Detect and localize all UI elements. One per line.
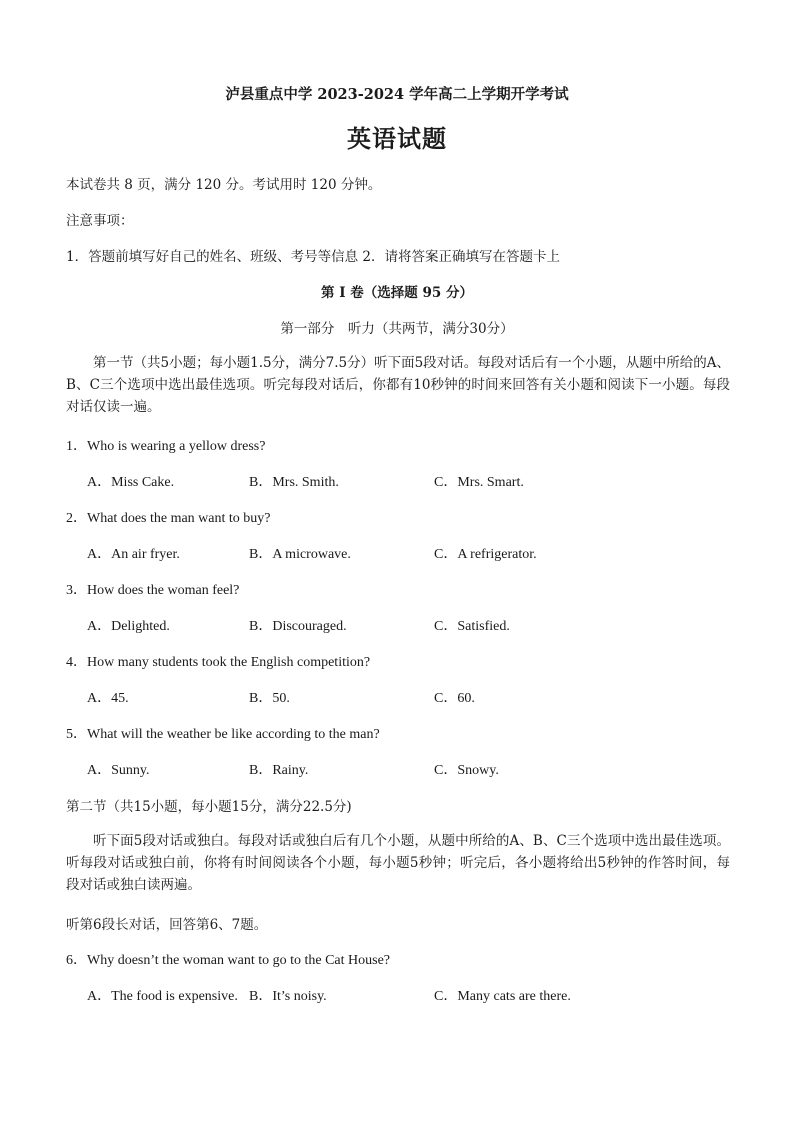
option-b: B．50. xyxy=(249,691,290,706)
option-a: A．Sunny. xyxy=(87,763,150,778)
exam-info: 本试卷共 8 页，满分 120 分。考试用时 120 分钟。 xyxy=(66,177,382,193)
school-title: 泸县重点中学 2023-2024 学年高二上学期开学考试 xyxy=(225,86,569,103)
question-stem: 3．How does the woman feel? xyxy=(66,583,240,598)
volume-title: 第 I 卷（选择题 95 分） xyxy=(321,285,473,301)
notice-label: 注意事项： xyxy=(66,213,134,229)
question-stem: 1．Who is wearing a yellow dress? xyxy=(66,439,266,454)
option-a: A．An air fryer. xyxy=(87,547,180,562)
option-b: B．Mrs. Smith. xyxy=(249,475,339,490)
option-a: A．The food is expensive. xyxy=(87,989,238,1004)
option-c: C．Mrs. Smart. xyxy=(434,475,524,490)
dialog6-intro: 听第6段长对话，回答第6、7题。 xyxy=(66,917,268,933)
part-title: 第一部分 听力（共两节，满分30分） xyxy=(280,321,514,337)
section2-heading: 第二节（共15小题，每小题15分，满分22.5分) xyxy=(66,799,352,815)
question-stem: 2．What does the man want to buy? xyxy=(66,511,271,526)
option-c: C．A refrigerator. xyxy=(434,547,537,562)
notice-text: 1．答题前填写好自己的姓名、班级、考号等信息 2．请将答案正确填写在答题卡上 xyxy=(66,249,560,265)
question-stem: 4．How many students took the English competition? xyxy=(66,655,371,670)
option-c: C．Satisfied. xyxy=(434,619,510,634)
option-c: C．Snowy. xyxy=(434,763,499,778)
question-stem: 5．What will the weather be like according to the man? xyxy=(66,727,380,742)
option-c: C．Many cats are there. xyxy=(434,989,571,1004)
question-stem: 6．Why doesn’t the woman want to go to the Cat House? xyxy=(66,953,391,968)
option-a: A．Delighted. xyxy=(87,619,170,634)
option-c: C．60. xyxy=(434,691,475,706)
section2-instructions: 听下面5段对话或独白。每段对话或独白后有几个小题，从题中所给的A、B、C三个选项中选出最佳选项。听每段对话或独白前，你将有时间阅读各个小题，每小题5秒钟；听完后，各小题将给出5秒钟的作答时间，每段对话或独白读两遍。 xyxy=(66,833,730,893)
subject-title: 英语试题 xyxy=(347,124,447,153)
option-b: B．A microwave. xyxy=(249,547,351,562)
section1-instructions: 第一节（共5小题；每小题1.5分，满分7.5分）听下面5段对话。每段对话后有一个小题，从题中所给的A、B、C三个选项中选出最佳选项。听完每段对话后，你都有10秒钟的时间来回答有关小题和阅读下一小题。每段对话仅读一遍。 xyxy=(66,355,730,415)
option-a: A．45. xyxy=(87,691,129,706)
option-b: B．It’s noisy. xyxy=(249,989,327,1004)
option-b: B．Rainy. xyxy=(249,763,309,778)
option-b: B．Discouraged. xyxy=(249,619,347,634)
option-a: A．Miss Cake. xyxy=(87,475,175,490)
